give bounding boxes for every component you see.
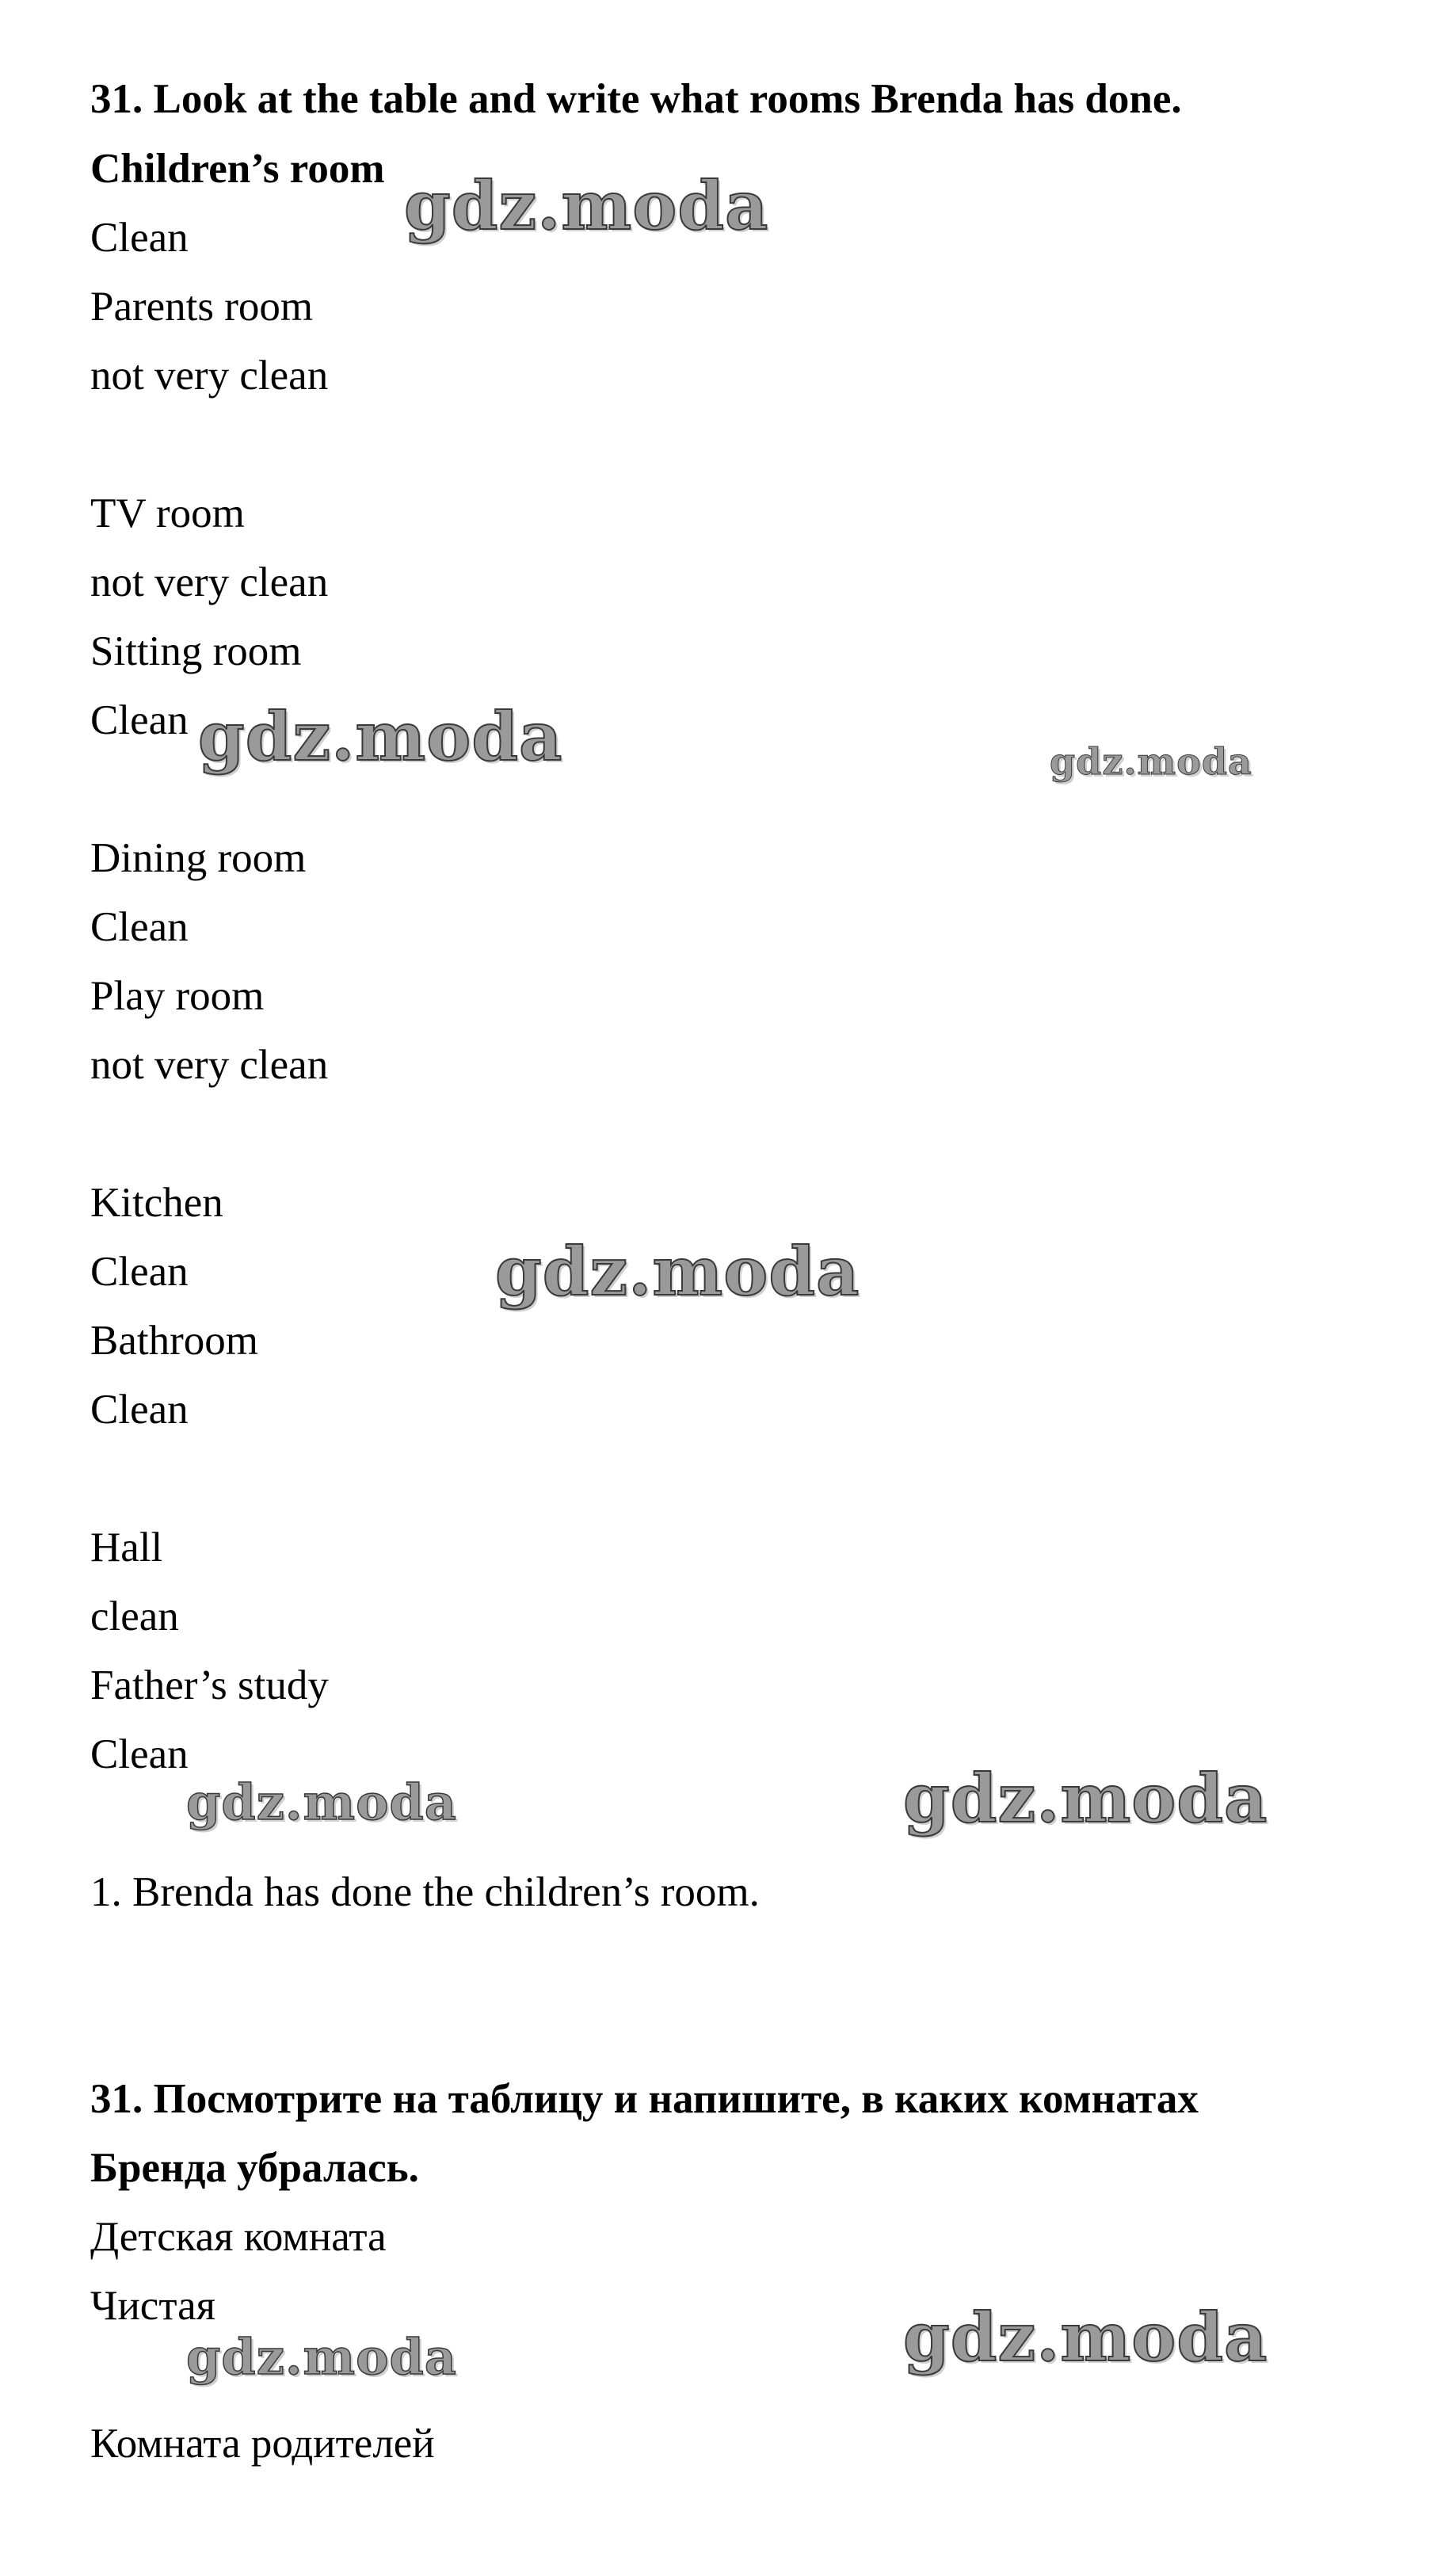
room-name: Комната родителей <box>90 2421 435 2467</box>
task-heading-ru: 31. Посмотрите на таблицу и напишите, в каких комнатах <box>90 2076 1199 2122</box>
watermark: gdz.moda <box>903 2298 1268 2376</box>
watermark: gdz.moda <box>903 1759 1268 1838</box>
room-status: not very clean <box>90 559 329 605</box>
room-status: Clean <box>90 1387 189 1433</box>
room-status: Clean <box>90 215 189 261</box>
watermark: gdz.moda <box>1050 740 1252 783</box>
room-status: clean <box>90 1593 179 1639</box>
room-status: Чистая <box>90 2283 216 2329</box>
room-name: Sitting room <box>90 628 302 674</box>
room-status: not very clean <box>90 1042 329 1088</box>
watermark: gdz.moda <box>495 1232 860 1311</box>
room-name: Hall <box>90 1525 163 1570</box>
task-heading-ru-cont: Бренда убралась. <box>90 2145 419 2191</box>
watermark: gdz.moda <box>186 1773 457 1831</box>
room-name: Father’s study <box>90 1662 329 1708</box>
room-name: Parents room <box>90 284 314 330</box>
room-name: Children’s room <box>90 146 385 192</box>
room-status: Clean <box>90 697 189 743</box>
room-status: Clean <box>90 1731 189 1777</box>
watermark: gdz.moda <box>186 2328 457 2386</box>
watermark: gdz.moda <box>404 166 769 245</box>
answer-line: 1. Brenda has done the children’s room. <box>90 1869 760 1915</box>
room-name: TV room <box>90 490 245 536</box>
room-name: Детская комната <box>90 2214 387 2260</box>
room-name: Kitchen <box>90 1180 223 1226</box>
room-status: not very clean <box>90 353 329 399</box>
room-name: Bathroom <box>90 1318 258 1364</box>
room-status: Clean <box>90 1249 189 1295</box>
watermark: gdz.moda <box>198 697 563 776</box>
room-status: Clean <box>90 904 189 950</box>
room-name: Dining room <box>90 835 307 881</box>
task-heading-en: 31. Look at the table and write what rooms Brenda has done. <box>90 76 1182 122</box>
room-name: Play room <box>90 973 265 1019</box>
